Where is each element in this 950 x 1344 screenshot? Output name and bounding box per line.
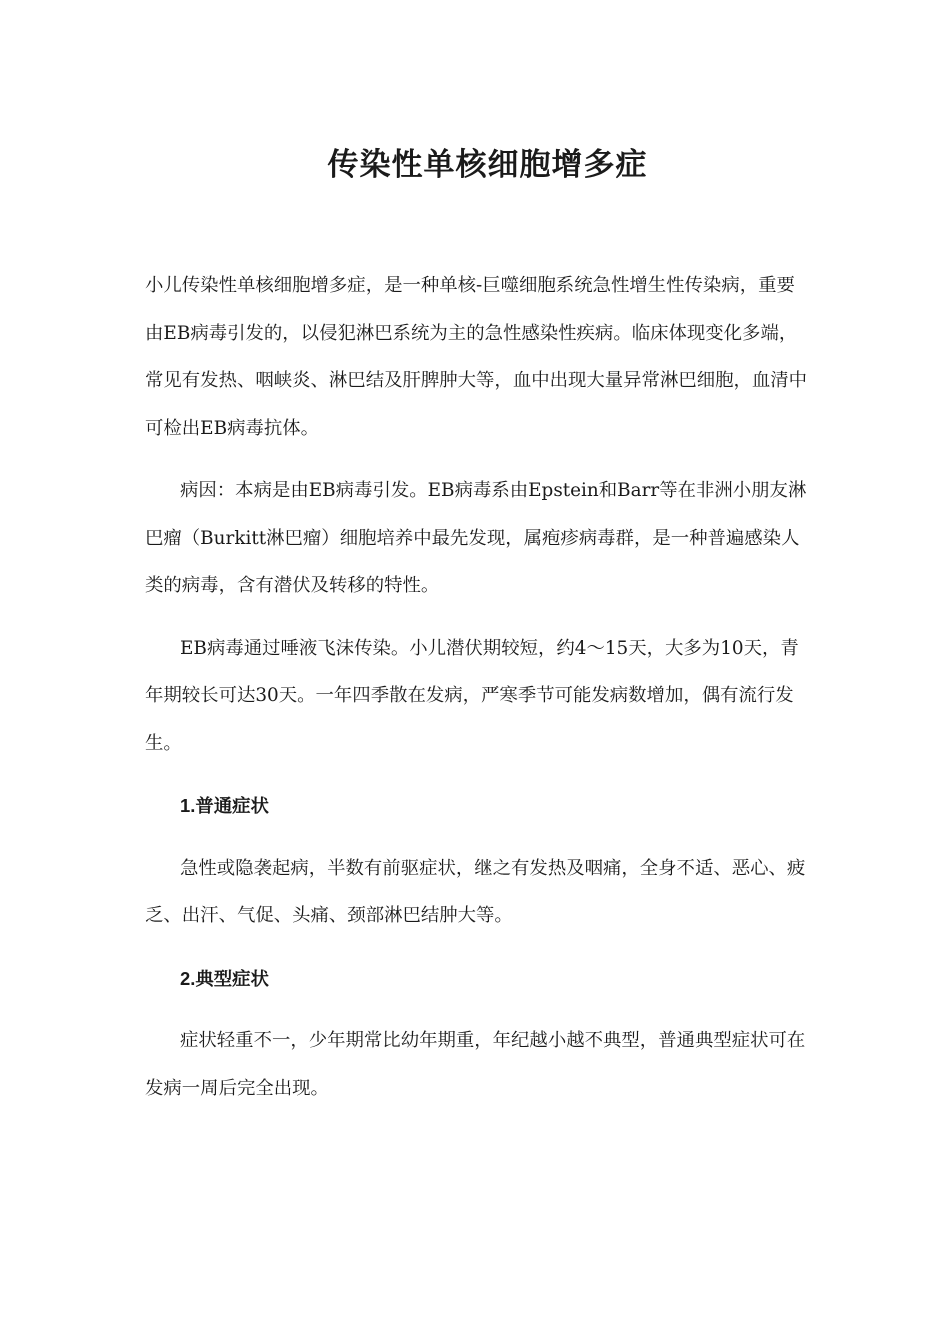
- document-body: [145, 262, 810, 1127]
- section-heading-general-symptoms: 1.普通症状: [180, 795, 269, 816]
- paragraph-typical-symptoms: 症状轻重不一，少年期常比幼年期重，年纪越小越不典型，普通典型症状可在发病一周后完全出现。: [145, 1030, 806, 1099]
- paragraph-general-symptoms: 急性或隐袭起病，半数有前驱症状，继之有发热及咽痛，全身不适、恶心、疲乏、出汗、气促、头痛、颈部淋巴结肿大等。: [145, 857, 806, 926]
- document-title: 传染性单核细胞增多症: [327, 147, 648, 183]
- paragraph-transmission: EB病毒通过唾液飞沫传染。小儿潜伏期较短，约4～15天，大多为10天，青年期较长可达30天。一年四季散在发病，严寒季节可能发病数增加，偶有流行发生。: [145, 637, 799, 754]
- section-heading-typical-symptoms: 2.典型症状: [180, 967, 269, 989]
- paragraph-intro: 小儿传染性单核细胞增多症，是一种单核-巨噬细胞系统急性增生性传染病，重要由EB病毒引发的，以侵犯淋巴系统为主的急性感染性疾病。临床体现变化多端，常见有发热、咽峡炎、淋巴结及肝脾肿大等，血中出现大量异常淋巴细胞，血清中可检出EB病毒抗体。: [145, 275, 808, 439]
- paragraph-etiology: 病因：本病是由EB病毒引发。EB病毒系由Epstein和Barr等在非洲小朋友淋巴瘤（Burkitt淋巴瘤）细胞培养中最先发现，属疱疹病毒群，是一种普遍感染人类的病毒，含有潜伏及转移的特性。: [145, 480, 807, 596]
